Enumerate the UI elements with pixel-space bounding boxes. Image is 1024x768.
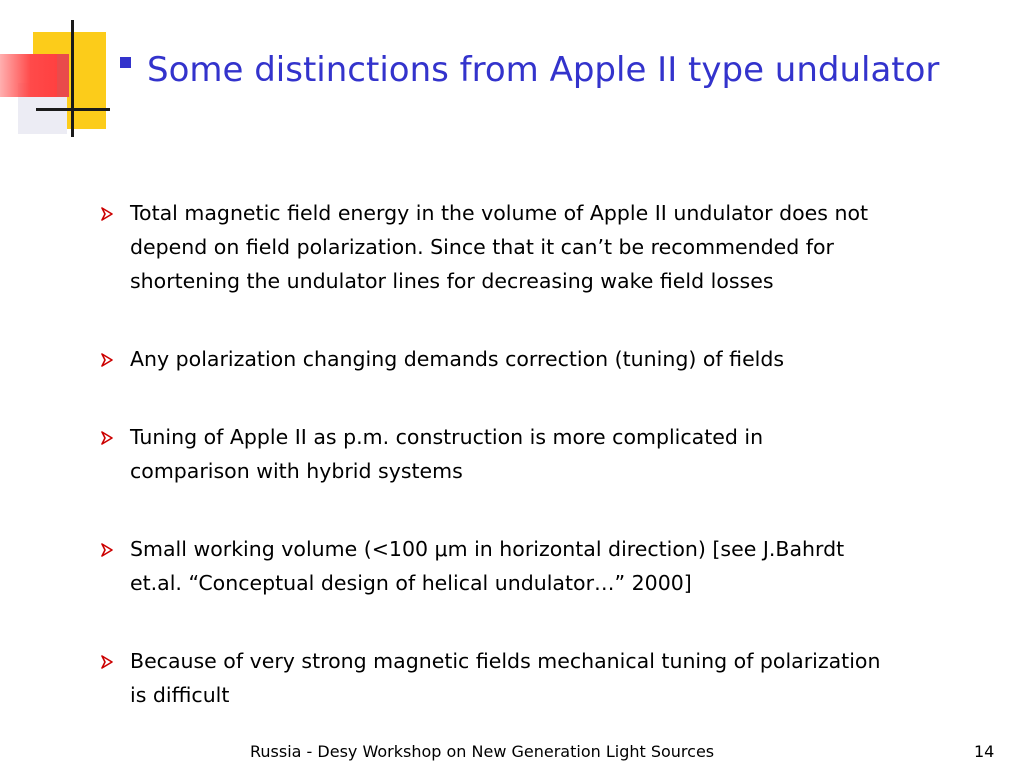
bullet-line: et.al. “Conceptual design of helical undulator…” 2000] [130, 571, 692, 595]
bullet-line: depend on field polarization. Since that it can’t be recommended for [130, 235, 834, 259]
logo-red-shade [57, 54, 69, 97]
bullet-line: Total magnetic field energy in the volume of Apple II undulator does not [130, 201, 869, 225]
bullet-line: Tuning of Apple II as p.m. construction is more complicated in [130, 425, 764, 449]
slide-number: 14 [974, 742, 995, 761]
footer-text: Russia - Desy Workshop on New Generation Light Sources [250, 742, 715, 761]
bullet-line: comparison with hybrid systems [130, 459, 463, 483]
bullet-line: shortening the undulator lines for decreasing wake field losses [130, 269, 774, 293]
bullet-line: Because of very strong magnetic fields mechanical tuning of polarization [130, 649, 881, 673]
bullet-text [120, 342, 968, 376]
bullet-item [98, 196, 968, 298]
arrow-bullet-icon [98, 644, 120, 678]
bullet-text [120, 420, 968, 488]
logo-horizontal-line [36, 108, 110, 111]
bullet-list [98, 152, 968, 712]
arrow-bullet-icon [98, 342, 120, 376]
bullet-item [98, 532, 968, 600]
bullet-text [120, 644, 968, 712]
arrow-bullet-icon [98, 196, 120, 230]
slide-title: Some distinctions from Apple II type undulator [147, 50, 940, 90]
bullet-text [120, 532, 968, 600]
bullet-item [98, 342, 968, 376]
bullet-line: Small working volume (<100 μm in horizontal direction) [see J.Bahrdt [130, 537, 845, 561]
bullet-item [98, 644, 968, 712]
title-square-bullet-icon [120, 57, 131, 68]
arrow-bullet-icon [98, 532, 120, 566]
logo-vertical-line [71, 20, 74, 137]
bullet-line: is difficult [130, 683, 230, 707]
title-row [120, 50, 939, 90]
bullet-line: Any polarization changing demands correction (tuning) of fields [130, 347, 785, 371]
bullet-item [98, 420, 968, 488]
bullet-text [120, 196, 968, 298]
arrow-bullet-icon [98, 420, 120, 454]
